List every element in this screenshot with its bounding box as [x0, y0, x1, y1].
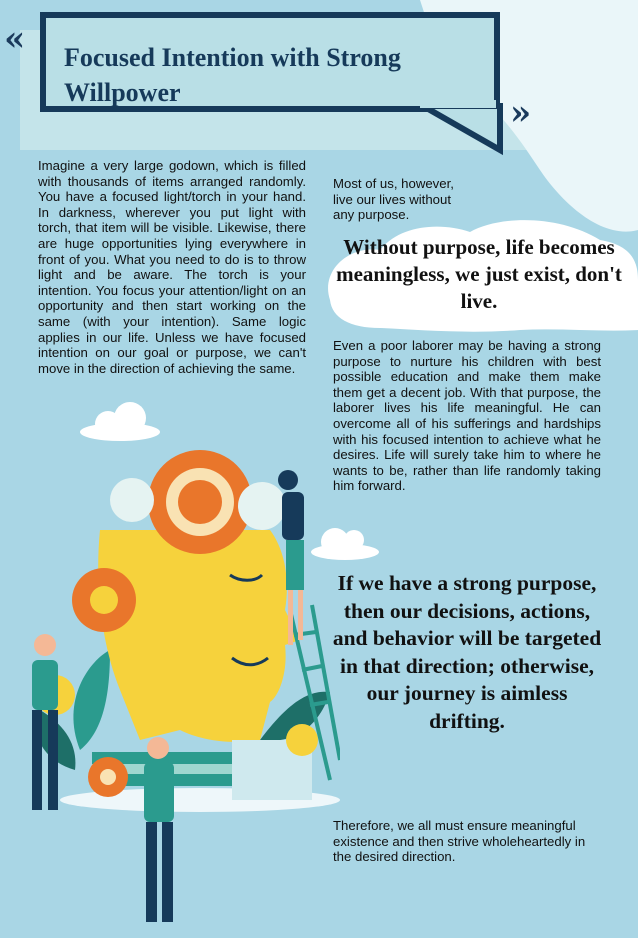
closing-paragraph: Therefore, we all must ensure meaningful existence and then strive wholeheartedly in the desired direction. — [333, 818, 586, 865]
person-figure — [144, 737, 174, 922]
page-title: Focused Intention with Strong Willpower — [64, 43, 401, 107]
head-gears-illustration — [0, 440, 340, 938]
gear-icon — [148, 450, 252, 554]
quote-open-mark: « — [4, 19, 26, 59]
callout-strong-purpose: If we have a strong purpose, then our decisions, actions, and behavior will be targeted in that direction; otherwise, our journey is aimless drifting. — [332, 571, 602, 733]
intro-paragraph: Imagine a very large godown, which is filled with thousands of items arranged randomly. You have a focused light/torch in your hand. In darkness, wherever you put light with torch, that item will be visible. Likewise, there are huge opportunities lying everywhere in front of you. What you need to do is to throw light and be aware. The torch is your intention. You focus your attention/light on an opportunity and then start working on the same (with your intention). Same logic applies in our life. Unless we have focused intention on our goal or purpose, we can't move in the direction of achieving the same. — [38, 158, 306, 376]
laborer-paragraph: Even a poor laborer may be having a strong purpose to nurture his children with best possible education and make them make them get a decent job. With that purpose, the laborer lives his life meaningful. He can overcome all of his sufferings and hardships with his focused intention to achieve what he desires. Life will surely take him to where he wants to be, rather than life randomly taking him forward. — [333, 338, 601, 494]
side-note: Most of us, however, live our lives without any purpose. — [333, 176, 454, 223]
quote-close-mark: » — [510, 93, 532, 133]
callout-purpose: Without purpose, life becomes meaningless, we just exist, don't live. — [336, 235, 622, 313]
head-silhouette — [98, 530, 300, 742]
cloud-icon — [80, 402, 160, 441]
